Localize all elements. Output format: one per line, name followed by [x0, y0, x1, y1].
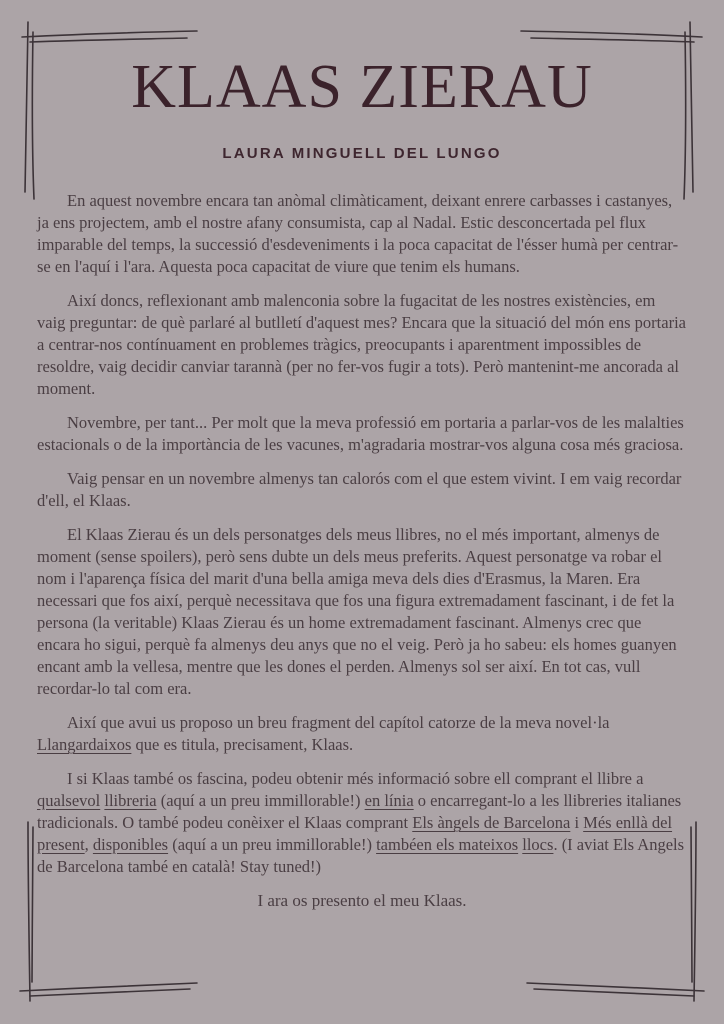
- text-run: Vaig pensar en un novembre almenys tan calorós com el que estem vivint. I em vaig recordar d'ell, el Klaas.: [37, 469, 682, 510]
- inline-link[interactable]: en línia: [364, 791, 414, 810]
- paragraph: [37, 524, 687, 700]
- text-run: En aquest novembre encara tan anòmal climàticament, deixant enrere carbasses i castanyes, ja ens projectem, amb el nostre afany consumista, cap al Nadal. Estic desconcertada pel flux imparable del temps, la successió d'esdeveniments i la poca capacitat de l'ésser humà per centrar-se en l'aquí i l'ara. Aquesta poca capacitat de viure que tenim els humans.: [37, 191, 679, 276]
- paragraph: [37, 768, 687, 878]
- inline-link[interactable]: tambéen els mateixos: [376, 835, 519, 854]
- text-run: i: [570, 813, 584, 832]
- article-body: [0, 190, 724, 912]
- author-name: LAURA MINGUELL DEL LUNGO: [222, 145, 502, 162]
- text-run: El Klaas Zierau és un dels personatges dels meus llibres, no el més important, almenys de moment (sense spoilers), però sens dubte un dels meus preferits. Aquest personatge va robar el nom i l'aparença física del marit d'una bella amiga meva dels dies d'Erasmus, la Maren. Era necessari que fos així, perquè necessitava que fos una figura extremadament fascinant, i de fet la persona (la veritable) Klaas Zierau és un home extremadament fascinant. Almenys crec que encara ho sigui, perquè fa almenys deu anys que no el veig. Però ja ho sabeu: els homes guanyen encant amb la vellesa, mentre que les dones el perden. Almenys sol ser així. En tot cas, vull recordar-lo tal com era.: [37, 525, 677, 698]
- text-run: Així doncs, reflexionant amb malenconia sobre la fugacitat de les nostres existències, em vaig preguntar: de què parlaré al butlletí d'aquest mes? Encara que la situació del món ens portaria a centrar-nos contínuament en problemes tràgics, preocupants i aparentment impossibles de resoldre, vaig decidir canviar tarannà (per no fer-vos fugir a tots). Però mantenint-me ancorada al moment.: [37, 291, 686, 398]
- paragraph: [37, 712, 687, 756]
- text-run: o encarregant-lo a les llibreries italianes tradicionals. O també podeu conèixer el Klaas comprant: [37, 791, 682, 832]
- inline-link[interactable]: llibreria: [104, 791, 157, 810]
- text-run: Novembre, per tant... Per molt que la meva professió em portaria a parlar-vos de les malalties estacionals o de la importància de les vacunes, m'agradaria mostrar-vos alguna cosa més graciosa.: [37, 413, 684, 454]
- inline-link[interactable]: qualsevol: [37, 791, 101, 810]
- text-run: que es titula, precisament, Klaas.: [131, 735, 354, 754]
- paragraph: [37, 468, 687, 512]
- paragraph: [37, 190, 687, 278]
- page-title: KLAAS ZIERAU: [131, 53, 593, 121]
- inline-link[interactable]: Llangardaixos: [37, 735, 132, 754]
- text-run: . (I aviat Els Angels de Barcelona també en català! Stay tuned!): [37, 835, 685, 876]
- text-run: Així que avui us proposo un breu fragment del capítol catorze de la meva novel·la: [67, 713, 610, 732]
- text-run: I si Klaas també os fascina, podeu obtenir més informació sobre ell comprant el llibre a: [67, 769, 644, 788]
- page-header: [0, 0, 724, 162]
- paragraph: [37, 290, 687, 400]
- text-run: (aquí a un preu immillorable!): [168, 835, 377, 854]
- text-run: (aquí a un preu immillorable!): [156, 791, 365, 810]
- inline-link[interactable]: Més enllà del present: [37, 813, 673, 854]
- closing-line: I ara os presento el meu Klaas.: [257, 891, 467, 910]
- inline-link[interactable]: Els àngels de Barcelona: [412, 813, 571, 832]
- inline-link[interactable]: llocs: [522, 835, 554, 854]
- inline-link[interactable]: disponibles: [92, 835, 169, 854]
- paragraph: [37, 412, 687, 456]
- text-run: ,: [84, 835, 93, 854]
